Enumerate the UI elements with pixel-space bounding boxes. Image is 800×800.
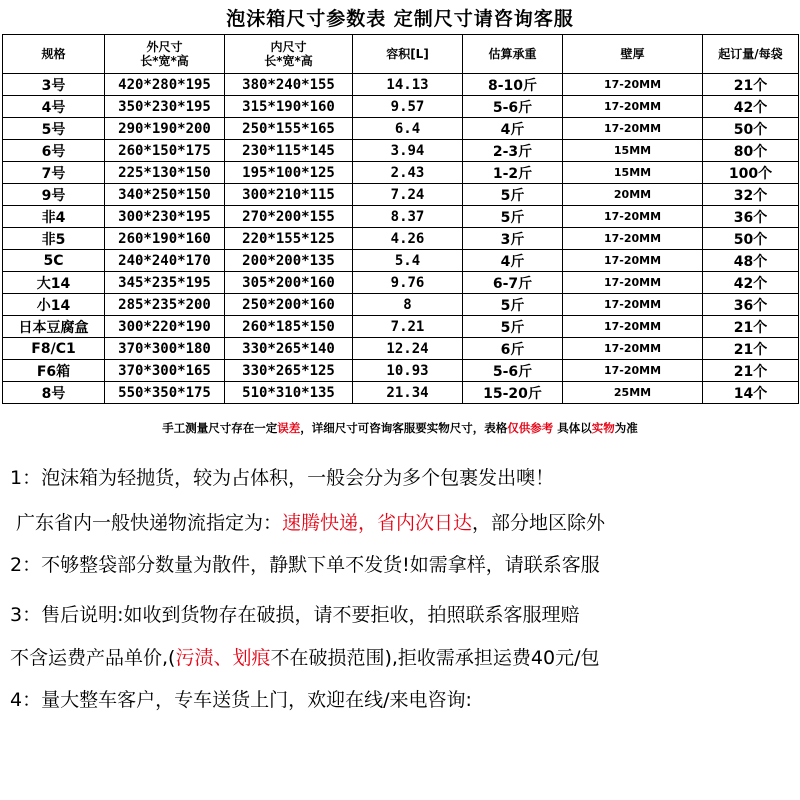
cell-volume: 4.26 xyxy=(353,228,463,250)
header-wall: 壁厚 xyxy=(563,35,703,74)
cell-moq: 21个 xyxy=(703,360,799,382)
table-header-row xyxy=(3,35,799,74)
cell-volume: 14.13 xyxy=(353,74,463,96)
table-row xyxy=(3,140,799,162)
cell-moq: 21个 xyxy=(703,316,799,338)
header-spec: 规格 xyxy=(3,35,105,74)
cell-wall: 17-20MM xyxy=(563,272,703,294)
info-line-4: 4：量大整车客户，专车送货上门，欢迎在线/来电咨询: xyxy=(10,689,472,711)
table-row xyxy=(3,74,799,96)
cell-wall: 17-20MM xyxy=(563,316,703,338)
cell-inner: 300*210*115 xyxy=(225,184,353,206)
cell-load: 5斤 xyxy=(463,184,563,206)
cell-spec: 9号 xyxy=(3,184,105,206)
info-line-2: 2：不够整袋部分数量为散件，静默下单不发货!如需拿样，请联系客服 xyxy=(10,554,600,576)
cell-volume: 9.57 xyxy=(353,96,463,118)
cell-spec: 3号 xyxy=(3,74,105,96)
cell-load: 5斤 xyxy=(463,316,563,338)
page-title: 泡沫箱尺寸参数表 定制尺寸请咨询客服 xyxy=(226,8,574,30)
cell-inner: 270*200*155 xyxy=(225,206,353,228)
cell-spec: 小14 xyxy=(3,294,105,316)
cell-load: 4斤 xyxy=(463,250,563,272)
cell-volume: 21.34 xyxy=(353,382,463,404)
cell-moq: 42个 xyxy=(703,96,799,118)
cell-volume: 5.4 xyxy=(353,250,463,272)
info-line-1: 1：泡沫箱为轻抛货，较为占体积，一般会分为多个包裹发出噢！ xyxy=(10,467,555,489)
table-row xyxy=(3,272,799,294)
cell-load: 3斤 xyxy=(463,228,563,250)
cell-spec: 7号 xyxy=(3,162,105,184)
cell-load: 5-6斤 xyxy=(463,360,563,382)
cell-inner: 200*200*135 xyxy=(225,250,353,272)
table-footnote: 手工测量尺寸存在一定误差，详细尺寸可咨询客服要实物尺寸，表格仅供参考 具体以实物为准 xyxy=(162,421,638,435)
table-row xyxy=(3,316,799,338)
cell-load: 5斤 xyxy=(463,206,563,228)
table-row xyxy=(3,118,799,140)
table-row xyxy=(3,250,799,272)
cell-outer: 300*230*195 xyxy=(105,206,225,228)
cell-wall: 17-20MM xyxy=(563,228,703,250)
cell-spec: 4号 xyxy=(3,96,105,118)
cell-inner: 510*310*135 xyxy=(225,382,353,404)
cell-moq: 32个 xyxy=(703,184,799,206)
cell-spec: 8号 xyxy=(3,382,105,404)
cell-outer: 285*235*200 xyxy=(105,294,225,316)
cell-moq: 21个 xyxy=(703,338,799,360)
info-line-shipping: 广东省内一般快递物流指定为：速腾快递，省内次日达，部分地区除外 xyxy=(16,512,606,534)
cell-outer: 420*280*195 xyxy=(105,74,225,96)
cell-load: 5斤 xyxy=(463,294,563,316)
cell-spec: 6号 xyxy=(3,140,105,162)
cell-outer: 550*350*175 xyxy=(105,382,225,404)
header-outer: 外尺寸 长*宽*高 xyxy=(105,35,225,74)
cell-inner: 380*240*155 xyxy=(225,74,353,96)
cell-moq: 50个 xyxy=(703,228,799,250)
cell-volume: 10.93 xyxy=(353,360,463,382)
cell-moq: 36个 xyxy=(703,206,799,228)
cell-inner: 315*190*160 xyxy=(225,96,353,118)
cell-moq: 100个 xyxy=(703,162,799,184)
cell-wall: 17-20MM xyxy=(563,360,703,382)
cell-spec: F6箱 xyxy=(3,360,105,382)
table-row xyxy=(3,96,799,118)
cell-load: 1-2斤 xyxy=(463,162,563,184)
cell-spec: 日本豆腐盒 xyxy=(3,316,105,338)
table-row xyxy=(3,360,799,382)
header-inner: 内尺寸 长*宽*高 xyxy=(225,35,353,74)
cell-volume: 12.24 xyxy=(353,338,463,360)
cell-outer: 300*220*190 xyxy=(105,316,225,338)
header-volume: 容积[L] xyxy=(353,35,463,74)
cell-outer: 260*190*160 xyxy=(105,228,225,250)
cell-wall: 17-20MM xyxy=(563,206,703,228)
cell-spec: 非4 xyxy=(3,206,105,228)
cell-load: 8-10斤 xyxy=(463,74,563,96)
cell-moq: 42个 xyxy=(703,272,799,294)
table-row xyxy=(3,206,799,228)
cell-load: 4斤 xyxy=(463,118,563,140)
cell-wall: 15MM xyxy=(563,162,703,184)
table-row xyxy=(3,184,799,206)
cell-volume: 8 xyxy=(353,294,463,316)
cell-spec: 非5 xyxy=(3,228,105,250)
cell-volume: 9.76 xyxy=(353,272,463,294)
cell-outer: 370*300*165 xyxy=(105,360,225,382)
cell-moq: 36个 xyxy=(703,294,799,316)
cell-moq: 48个 xyxy=(703,250,799,272)
info-line-3-detail: 不含运费产品单价,(污渍、划痕不在破损范围),拒收需承担运费40元/包 xyxy=(10,647,600,669)
cell-spec: 5号 xyxy=(3,118,105,140)
cell-volume: 3.94 xyxy=(353,140,463,162)
cell-wall: 17-20MM xyxy=(563,338,703,360)
cell-wall: 17-20MM xyxy=(563,250,703,272)
cell-inner: 230*115*145 xyxy=(225,140,353,162)
cell-wall: 15MM xyxy=(563,140,703,162)
header-load: 估算承重 xyxy=(463,35,563,74)
table-row xyxy=(3,382,799,404)
cell-inner: 305*200*160 xyxy=(225,272,353,294)
cell-spec: F8/C1 xyxy=(3,338,105,360)
header-moq: 起订量/每袋 xyxy=(703,35,799,74)
cell-volume: 7.24 xyxy=(353,184,463,206)
cell-wall: 17-20MM xyxy=(563,74,703,96)
cell-outer: 350*230*195 xyxy=(105,96,225,118)
cell-inner: 195*100*125 xyxy=(225,162,353,184)
cell-inner: 250*200*160 xyxy=(225,294,353,316)
cell-inner: 250*155*165 xyxy=(225,118,353,140)
cell-spec: 5C xyxy=(3,250,105,272)
cell-outer: 225*130*150 xyxy=(105,162,225,184)
cell-moq: 14个 xyxy=(703,382,799,404)
cell-load: 6-7斤 xyxy=(463,272,563,294)
info-line-3: 3：售后说明:如收到货物存在破损，请不要拒收，拍照联系客服理赔 xyxy=(10,604,580,626)
cell-inner: 220*155*125 xyxy=(225,228,353,250)
cell-inner: 330*265*125 xyxy=(225,360,353,382)
cell-outer: 370*300*180 xyxy=(105,338,225,360)
cell-load: 2-3斤 xyxy=(463,140,563,162)
table-row xyxy=(3,294,799,316)
cell-inner: 260*185*150 xyxy=(225,316,353,338)
cell-spec: 大14 xyxy=(3,272,105,294)
cell-outer: 340*250*150 xyxy=(105,184,225,206)
cell-outer: 290*190*200 xyxy=(105,118,225,140)
cell-wall: 17-20MM xyxy=(563,118,703,140)
cell-volume: 6.4 xyxy=(353,118,463,140)
size-table xyxy=(2,34,799,404)
cell-load: 5-6斤 xyxy=(463,96,563,118)
cell-outer: 240*240*170 xyxy=(105,250,225,272)
cell-volume: 8.37 xyxy=(353,206,463,228)
cell-moq: 80个 xyxy=(703,140,799,162)
cell-load: 15-20斤 xyxy=(463,382,563,404)
table-row xyxy=(3,338,799,360)
cell-moq: 50个 xyxy=(703,118,799,140)
table-row xyxy=(3,228,799,250)
cell-wall: 20MM xyxy=(563,184,703,206)
cell-moq: 21个 xyxy=(703,74,799,96)
cell-volume: 2.43 xyxy=(353,162,463,184)
table-row xyxy=(3,162,799,184)
cell-inner: 330*265*140 xyxy=(225,338,353,360)
cell-wall: 25MM xyxy=(563,382,703,404)
cell-wall: 17-20MM xyxy=(563,96,703,118)
cell-volume: 7.21 xyxy=(353,316,463,338)
cell-outer: 345*235*195 xyxy=(105,272,225,294)
cell-load: 6斤 xyxy=(463,338,563,360)
cell-wall: 17-20MM xyxy=(563,294,703,316)
cell-outer: 260*150*175 xyxy=(105,140,225,162)
